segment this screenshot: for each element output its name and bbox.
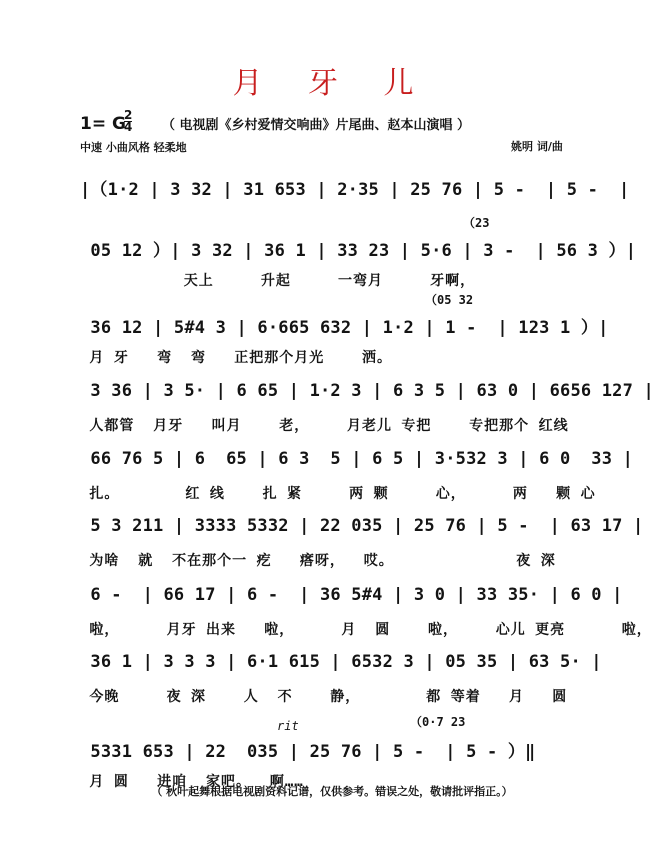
notation-line-7: 6 - | 66 17 | 6 - | 36 5#4 | 3 0 | 33 35· | 6 0 |: [80, 585, 623, 605]
lyric-line-8: 今晚 夜 深 人 不 静， 都 等着 月 圆: [80, 689, 568, 705]
lyric-line-4: 人都管 月牙 叫月 老， 月老儿 专把 专把那个 红线: [80, 418, 569, 434]
key-signature: 1= G: [80, 114, 126, 134]
notation-line-3: 36 12 | 5#4 3 | 6·665 632 | 1·2 | 1 - | 123 1 ）|: [80, 318, 609, 338]
time-signature: [124, 110, 132, 133]
score-line-9: [80, 715, 664, 827]
lyric-line-6: 为啥 就 不在那个一 疙 瘩呀， 哎。 夜 深: [80, 553, 556, 569]
time-signature-bottom: 4: [124, 120, 133, 134]
notation-line-1: |（1·2 | 3 32 | 31 653 | 2·35 | 25 76 | 5 - | 5 - |: [80, 180, 630, 200]
notation-line-8: 36 1 | 3 3 3 | 6·1 615 | 6532 3 | 05 35 | 63 5· |: [80, 652, 602, 672]
lyric-line-9: 月 圆 进咱 家吧。 啊……: [80, 774, 304, 790]
notation-line-5: 66 76 5 | 6 65 | 6 3 5 | 6 5 | 3·532 3 | 6 0 33 |: [80, 449, 634, 469]
lyric-line-7: 啦， 月牙 出来 啦， 月 圆 啦， 心儿 更亮 啦，: [80, 622, 652, 638]
lyric-line-5: 扎。 红 线 扎 紧 两 颗 心， 两 颗 心: [80, 486, 596, 502]
ornament-line-9: （0·7 23: [410, 715, 466, 729]
lyric-line-3: 月 牙 弯 弯 正把那个月光 洒。: [80, 350, 393, 366]
notation-line-2: 05 12 ）| 3 32 | 36 1 | 33 23 | 5·6 | 3 - | 56 3 ）|: [80, 241, 637, 261]
lyric-line-2: 天上 升起 一弯月 牙啊，: [80, 273, 476, 289]
rit-mark: rit: [277, 719, 299, 733]
song-title: 月 牙 儿: [232, 66, 432, 101]
notation-line-9: 5331 653 | 22 035 | 25 76 | 5 - | 5 - ）‖: [80, 742, 536, 762]
footer-note: （ 秋叶起舞根据电视剧资料记谱，仅供参考。错误之处，敬请批评指正。）: [151, 785, 513, 798]
subtitle: （ 电视剧《乡村爱情交响曲》片尾曲、赵本山演唱 ）: [162, 118, 471, 133]
time-signature-top: 2: [124, 108, 133, 122]
ornament-line-2: （23: [463, 216, 490, 230]
score-line-8: [80, 652, 664, 742]
tempo-marking: 中速 小曲风格 轻柔地: [80, 141, 187, 154]
ornament-line-3: （05 32: [425, 293, 474, 307]
composer-credit: 姚明 词/曲: [511, 140, 563, 153]
notation-line-4: 3 36 | 3 5· | 6 65 | 1·2 3 | 6 3 5 | 63 0 | 6656 127 |: [80, 381, 654, 401]
notation-line-6: 5 3 211 | 3333 5332 | 22 035 | 25 76 | 5 - | 63 17 |: [80, 516, 644, 536]
